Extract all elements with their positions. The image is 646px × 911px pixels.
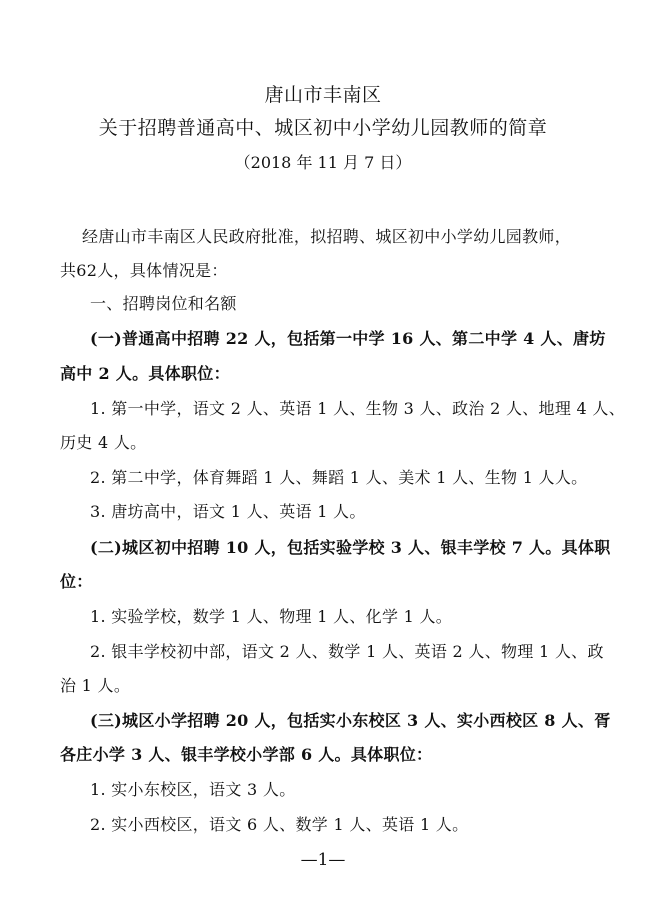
page-number: —1—	[300, 850, 346, 870]
section-heading-1: 一、招聘岗位和名额	[90, 294, 237, 313]
document-title-line1: 唐山市丰南区	[264, 84, 382, 106]
subsection-3-line2: 各庄小学 3 人、银丰学校小学部 6 人。具体职位：	[60, 745, 433, 764]
subsection-3-item1: 1. 实小东校区，语文 3 人。	[90, 780, 296, 799]
subsection-1-item2: 2. 第二中学，体育舞蹈 1 人、舞蹈 1 人、美术 1 人、生物 1 人人。	[90, 468, 588, 487]
subsection-2-item2-line2: 治 1 人。	[60, 676, 131, 695]
subsection-3-line1: (三)城区小学招聘 20 人，包括实小东校区 3 人、实小西校区 8 人、胥	[90, 711, 611, 730]
document-title-line2: 关于招聘普通高中、城区初中小学幼儿园教师的简章	[98, 117, 548, 139]
subsection-1-item1-line2: 历史 4 人。	[60, 433, 147, 452]
subsection-2-line2: 位：	[60, 572, 93, 591]
document-date: （2018 年 11 月 7 日）	[234, 153, 412, 172]
subsection-2-line1: (二)城区初中招聘 10 人，包括实验学校 3 人、银丰学校 7 人。具体职	[90, 538, 611, 557]
subsection-2-item2-line1: 2. 银丰学校初中部，语文 2 人、数学 1 人、英语 2 人、物理 1 人、政	[90, 642, 604, 661]
subsection-2-item1: 1. 实验学校，数学 1 人、物理 1 人、化学 1 人。	[90, 607, 453, 626]
subsection-1-line2: 高中 2 人。具体职位：	[60, 364, 230, 383]
intro-paragraph-line1: 经唐山市丰南区人民政府批准，拟招聘、城区初中小学幼儿园教师，	[82, 227, 572, 246]
subsection-1-item1-line1: 1. 第一中学，语文 2 人、英语 1 人、生物 3 人、政治 2 人、地理 4 人、	[90, 399, 626, 418]
subsection-3-item2: 2. 实小西校区，语文 6 人、数学 1 人、英语 1 人。	[90, 815, 469, 834]
intro-paragraph-line2: 共62人，具体情况是：	[60, 261, 228, 280]
subsection-1-line1: (一)普通高中招聘 22 人，包括第一中学 16 人、第二中学 4 人、唐坊	[90, 329, 606, 348]
subsection-1-item3: 3. 唐坊高中，语文 1 人、英语 1 人。	[90, 502, 366, 521]
